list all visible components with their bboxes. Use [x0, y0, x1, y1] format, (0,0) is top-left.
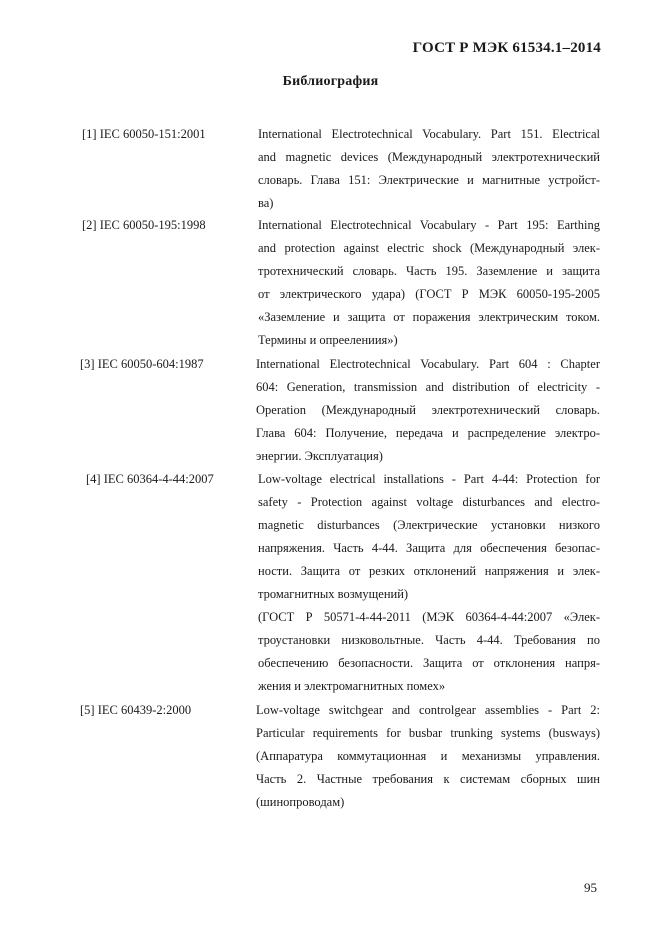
entry-line: (Аппаратура коммутационная и механизмы управления. — [256, 749, 600, 763]
entry-reference: [1] IEC 60050-151:2001 — [82, 127, 206, 141]
entry-line: Термины и опреелениия») — [258, 333, 398, 347]
entry-line: троустановки низковольтные. Часть 4-44. Требования по — [258, 633, 600, 647]
entry-line: обеспечению безопасности. Защита от отклонения напря- — [258, 656, 600, 670]
entry-line: Low-voltage electrical installations - Part 4-44: Protection for — [258, 472, 600, 486]
entry-reference: [5] IEC 60439-2:2000 — [80, 703, 192, 717]
entry-line: тротехнический словарь. Часть 195. Заземление и защита — [258, 264, 600, 278]
entry-line: and magnetic devices (Международный электротехнический — [258, 150, 600, 164]
entry-line: safety - Protection against voltage disturbances and electro- — [258, 495, 600, 509]
entry-line: Глава 604: Получение, передача и распределение электро- — [256, 426, 600, 440]
entry-line: magnetic disturbances (Электрические установки низкого — [258, 518, 600, 532]
entry-line: and protection against electric shock (Международный элек- — [258, 241, 600, 255]
entry-line: ности. Защита от резких отклонений напряжения и элек- — [258, 564, 600, 578]
entry-line: Operation (Международный электротехнический словарь. — [256, 403, 600, 417]
entry-line: 604: Generation, transmission and distribution of electricity - — [256, 380, 600, 394]
entry-line: (ГОСТ Р 50571-4-44-2011 (МЭК 60364-4-44:2007 «Элек- — [258, 610, 600, 624]
entry-line: ва) — [258, 196, 274, 210]
entry-line: словарь. Глава 151: Электрические и магнитные устройст- — [258, 173, 600, 187]
entry-description — [258, 468, 600, 698]
entry-line: International Electrotechnical Vocabulary. Part 151. Electrical — [258, 127, 600, 141]
document-header: ГОСТ Р МЭК 61534.1–2014 — [412, 40, 601, 56]
bibliography-title: Библиография — [282, 74, 379, 89]
entry-description — [256, 353, 600, 468]
entry-line: жения и электромагнитных помех» — [258, 679, 446, 693]
entry-description — [256, 699, 600, 814]
entry-line: «Заземление и защита от поражения электрическим током. — [258, 310, 600, 324]
entry-line: Particular requirements for busbar trunking systems (busways) — [256, 726, 600, 740]
entry-line: Low-voltage switchgear and controlgear assemblies - Part 2: — [256, 703, 600, 717]
entry-line: International Electrotechnical Vocabulary - Part 195: Earthing — [258, 218, 600, 232]
entry-reference: [3] IEC 60050-604:1987 — [80, 357, 204, 371]
entry-line: тромагнитных возмущений) — [258, 587, 409, 601]
entry-line: International Electrotechnical Vocabulary. Part 604 : Chapter — [256, 357, 600, 371]
entry-line: напряжения. Часть 4-44. Защита для обеспечения безопас- — [258, 541, 600, 555]
entry-reference: [2] IEC 60050-195:1998 — [82, 218, 206, 232]
entry-reference: [4] IEC 60364-4-44:2007 — [86, 472, 214, 486]
entry-description — [258, 214, 600, 352]
entry-line: энергии. Эксплуатация) — [256, 449, 383, 463]
entry-line: (шинопроводам) — [256, 795, 345, 809]
entry-line: от электрического удара) (ГОСТ Р МЭК 60050-195-2005 — [258, 287, 600, 301]
entry-description — [258, 123, 600, 215]
entry-line: Часть 2. Частные требования к системам сборных шин — [256, 772, 600, 786]
page-number: 95 — [584, 880, 597, 895]
